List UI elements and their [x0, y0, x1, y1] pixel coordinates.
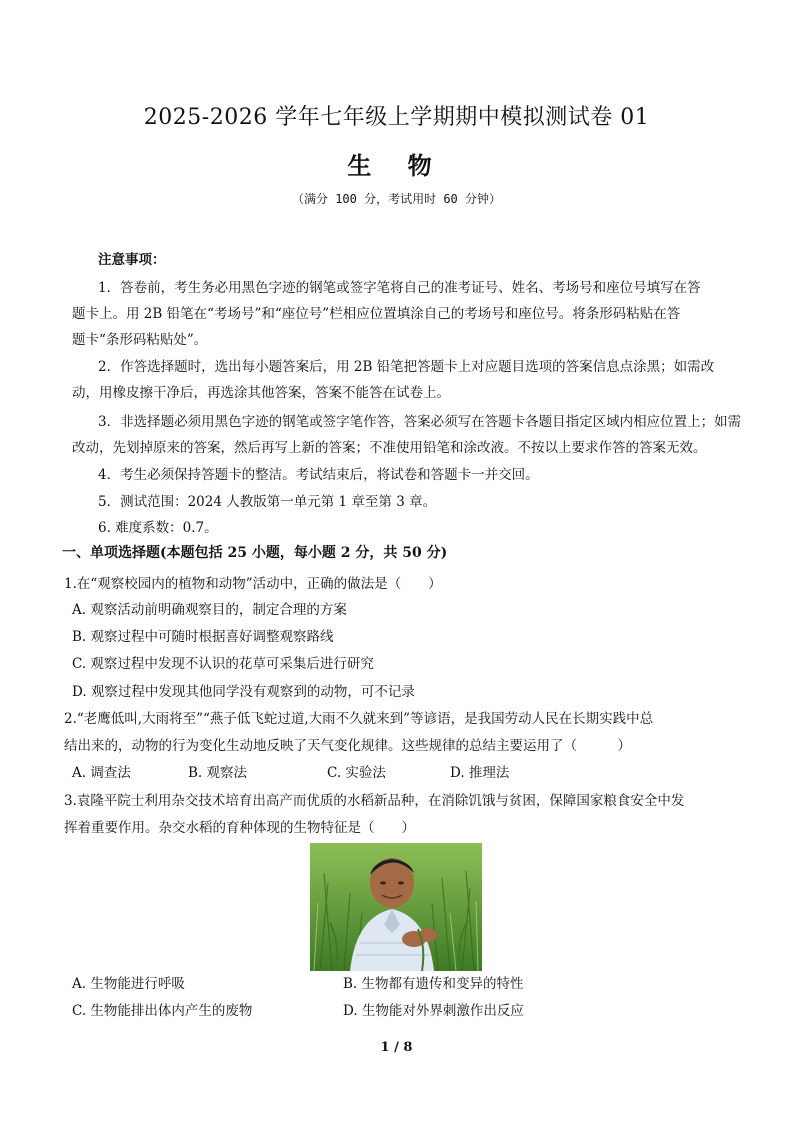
- question-3-stem: 挥着重要作用。杂交水稻的育种体现的生物特征是（ ）: [64, 820, 415, 836]
- subject-title: 生 物: [347, 151, 446, 180]
- question-1-option-d: D. 观察过程中发现其他同学没有观察到的动物，可不记录: [72, 684, 415, 700]
- notice-line: 3．非选择题必须用黑色字迹的钢笔或签字笔作答，答案必须写在答题卡各题目指定区域内相应位置上；如需: [98, 414, 742, 430]
- question-3-option-d: D. 生物能对外界刺激作出反应: [343, 1003, 524, 1019]
- photo-illustration: [310, 843, 482, 971]
- question-3-option-c: C. 生物能排出体内产生的废物: [72, 1003, 253, 1019]
- notice-line: 题卡“条形码粘贴处”。: [72, 332, 208, 348]
- question-1-stem: 1.在“观察校园内的植物和动物”活动中，正确的做法是（ ）: [64, 576, 442, 592]
- question-3-option-b: B. 生物都有遗传和变异的特性: [343, 976, 524, 992]
- question-2-option-d: D. 推理法: [450, 765, 510, 781]
- exam-title: 2025-2026 学年七年级上学期期中模拟测试卷 01: [143, 105, 650, 130]
- question-2-option-a: A. 调查法: [72, 765, 131, 781]
- question-1-option-a: A. 观察活动前明确观察目的，制定合理的方案: [72, 602, 347, 618]
- notice-line: 1．答卷前，考生务必用黑色字迹的钢笔或签字笔将自己的准考证号、姓名、考场号和座位号填写在答: [98, 280, 701, 296]
- score-note: （满分 100 分，考试用时 60 分钟）: [291, 192, 502, 206]
- notice-line: 题卡上。用 2B 铅笔在“考场号”和“座位号”栏相应位置填涂自己的考场号和座位号。将条形码粘贴在答: [72, 306, 681, 322]
- question-3-option-a: A. 生物能进行呼吸: [72, 976, 185, 992]
- notice-line: 6. 难度系数：0.7。: [98, 520, 218, 536]
- question-1-option-c: C. 观察过程中发现不认识的花草可采集后进行研究: [72, 656, 374, 672]
- notice-line: 2．作答选择题时，选出每小题答案后，用 2B 铅笔把答题卡上对应题目选项的答案信息点涂黑；如需改: [98, 359, 715, 375]
- question-3-stem: 3.袁隆平院士利用杂交技术培育出高产而优质的水稻新品种，在消除饥饿与贫困，保障国家粮食安全中发: [64, 793, 685, 809]
- rice-field-photo: [310, 843, 482, 971]
- notice-line: 动，用橡皮擦干净后，再选涂其他答案，答案不能答在试卷上。: [72, 385, 450, 401]
- notice-line: 4．考生必须保持答题卡的整洁。考试结束后，将试卷和答题卡一并交回。: [98, 467, 539, 483]
- question-2-stem: 2.“老鹰低叫,大雨将至”“燕子低飞蛇过道,大雨不久就来到”等谚语，是我国劳动人民在长期实践中总: [64, 711, 654, 727]
- page-number: 1 / 8: [380, 1040, 413, 1055]
- notice-heading: 注意事项：: [98, 252, 166, 268]
- notice-line: 改动，先划掉原来的答案，然后再写上新的答案；不准使用铅笔和涂改液。不按以上要求作答的答案无效。: [72, 440, 707, 456]
- question-1-option-b: B. 观察过程中可随时根据喜好调整观察路线: [72, 629, 334, 645]
- notice-line: 5．测试范围：2024 人教版第一单元第 1 章至第 3 章。: [98, 494, 437, 510]
- question-2-option-b: B. 观察法: [188, 765, 248, 781]
- section-heading: 一、单项选择题(本题包括 25 小题，每小题 2 分，共 50 分): [62, 545, 448, 561]
- question-2-stem: 结出来的，动物的行为变化生动地反映了天气变化规律。这些规律的总结主要运用了（ ）: [64, 738, 631, 754]
- question-2-option-c: C. 实验法: [327, 765, 386, 781]
